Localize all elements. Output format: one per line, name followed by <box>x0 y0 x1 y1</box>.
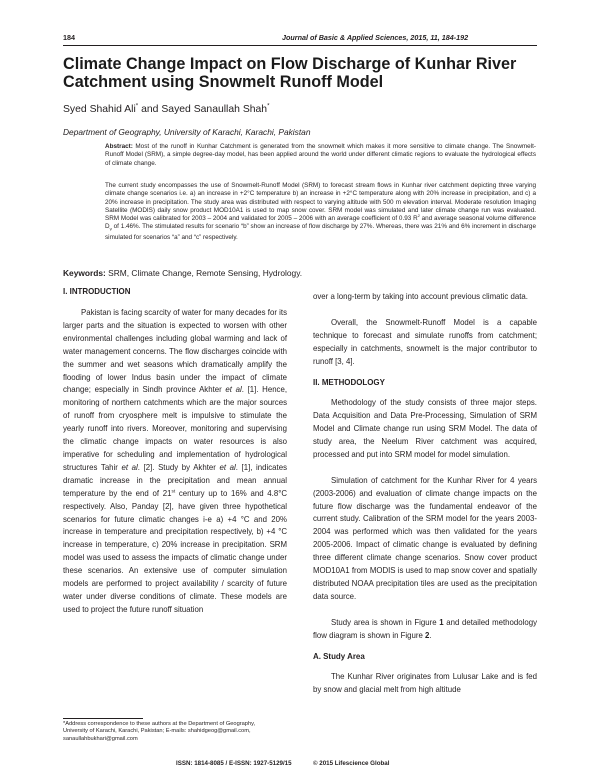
keywords-label: Keywords: <box>63 268 106 278</box>
header-rule <box>63 45 537 46</box>
abstract-p2-tail: of 1.46%. The stimulated results for scenario “b” show an increase of flow discharge by 27%. Whereas, there was 21% and 6% increment in discharge simulated for scenarios “a” and “c” respectively. <box>105 223 536 242</box>
superscript-st: st <box>171 488 176 494</box>
subsection-heading-study-area: A. Study Area <box>313 652 365 662</box>
intro-paragraph: Pakistan is facing scarcity of water for many decades for its larger parts and the situation is expected to worsen with other environmental challenges including global warming and lack of water management concerns. The flow discharges coincide with the summer and wet seasons which dramatically amplify the flooding of lower Indus basin under the impact of climate change; especially in Sindh province Akhter et al. [1]. Hence, monitoring of northern catchments which are the major sources of runoff from cryosphere melt is impulsive to stimulate the yearly runoff into rivers. Moreover, monitoring and supervising the climatic change impacts on water resources is also imperative for scheduling and implementation of hydrological structures Tahir et al. [2]. Study by Akhter et al. [1], indicates dramatic increase in the precipitation and mean annual temperature by the end of 21st century up to 16% and 4.8°C respectively. Also, Panday [2], have given three hypothetical scenarios for future climatic changes i-e a) +4 °C and 20% increase in temperature and precipitation respectively, b) +4 °C increase in temperature, c) 20% increase in precipitation. SRM model was used to assess the impacts of climatic change under these scenarios. An extensive use of computer simulation models are performed to project availability / scarcity of future water under diverse conditions of climate. These models are used to project the future runoff situation <box>63 308 288 614</box>
simulation-paragraph: Simulation of catchment for the Kunhar River for 4 years (2003-2006) and evaluation of climate change impacts on the future flow discharge was the fundamental endeavor of the current study. Calibration of the SRM model for the years 2003-2004 was performed which was then validated for the years 2005-2006. Impact of climatic change is evaluated by defining three different climate change scenarios. Snow cover product MOD10A1 from MODIS is used to map snow cover and spatially distributed NOAA precipitation tiles are used as the precipitation data source. <box>313 475 537 601</box>
et-al: et al <box>219 462 236 472</box>
left-column <box>63 286 287 630</box>
right-column <box>313 291 537 710</box>
page-number: 184 <box>63 33 75 42</box>
figure-1-ref: 1 <box>439 617 444 627</box>
abstract-p2-dv: and average seasonal volume difference D <box>105 215 536 231</box>
footnote-rule <box>63 718 143 719</box>
author-line <box>63 103 537 116</box>
abstract-label: Abstract: <box>105 143 133 150</box>
correspondence-footnote: *Address correspondence to these authors at the Department of Geography, University of Karachi, Karachi, Pakistan; E-mails: shahidgeog@gmail.com, sanaullahbukhari@gmail.com <box>63 721 256 742</box>
author-2-mark: * <box>267 102 270 110</box>
abstract-p1-text: Most of the runoff in Kunhar Catchment is generated from the snowmelt which makes it more sensitive to climate change. The Snowmelt-Runoff Model (SRM), a simple degree-day model, has been applied around the world under different climatic regions to evaluate the hydrological effects of climate change. <box>105 143 536 167</box>
abstract-p1 <box>105 143 536 168</box>
author-conjunction: and <box>138 104 162 115</box>
journal-citation: Journal of Basic & Applied Sciences, 2015, 11, 184-192 <box>282 33 469 42</box>
running-header <box>63 33 537 45</box>
figure-reference-paragraph: Study area is shown in Figure 1 and detailed methodology flow diagram is shown in Figure 2. <box>313 617 538 640</box>
study-area-paragraph: The Kunhar River originates from Lulusar Lake and is fed by snow and glacial melt from high altitude <box>313 672 537 695</box>
keywords <box>63 268 537 279</box>
footer-copyright: © 2015 Lifescience Global <box>313 760 390 767</box>
author-1: Syed Shahid Ali <box>63 104 136 115</box>
abstract-p2 <box>105 182 536 242</box>
abstract-p2-text: The current study encompasses the use of Snowmelt-Runoff Model (SRM) to forecast stream flows in Kunhar river catchment depicting three varying climate change scenarios i.e. a) an increase in +2°C temperature b) an increase in +2°C temperature along with 20% increase in precipitation, and c) a 20% increase in precipitation. The study area was distributed with respect to varying altitude with 500 m elevation interval. Moderate resolution Imaging Satellite (MODIS) daily snow product MOD10A1 is used to map snow cover. SRM model was simulated and later climate change run was evaluated. SRM Model was calibrated for 2003 – 2004 and validated for 2005 – 2006 with an average coefficient of 0.93 <box>105 182 536 223</box>
affiliation: Department of Geography, University of Karachi, Karachi, Pakistan <box>63 127 311 137</box>
keywords-text: SRM, Climate Change, Remote Sensing, Hydrology. <box>105 268 303 278</box>
figure-2-ref: 2 <box>425 630 430 640</box>
abstract-r2: $R^2$ <box>413 214 420 223</box>
paper-title: Climate Change Impact on Flow Discharge of Kunhar River Catchment using Snowmelt Runoff Model <box>63 55 517 91</box>
author-2: Sayed Sanaullah Shah <box>161 104 268 115</box>
continued-paragraph: over a long-term by taking into account previous climatic data. <box>313 292 528 301</box>
section-heading-introduction: I. INTRODUCTION <box>63 287 131 296</box>
abstract-dv-sub: v <box>109 226 112 232</box>
methodology-paragraph: Methodology of the study consists of three major steps. Data Acquisition and Data Pre-Processing, Simulation of SRM Model and Climate change run using SRM Model. The data of study area, the Neelum River catchment was acquired, processed and put into SRM model for model simulation. <box>313 398 537 459</box>
author-1-mark: * <box>135 102 139 110</box>
srm-overview-paragraph: Overall, the Snowmelt-Runoff Model is a capable technique to forecast and simulate runoffs from catchment; especially in catchments, snowmelt is the major contributor to runoff [3, 4]. <box>313 317 537 366</box>
et-al: et al <box>225 385 242 395</box>
et-al: et al <box>121 462 138 472</box>
footer-issn: ISSN: 1814-8085 / E-ISSN: 1927-5129/15 <box>176 760 292 767</box>
section-heading-methodology: II. METHODOLOGY <box>313 378 385 388</box>
